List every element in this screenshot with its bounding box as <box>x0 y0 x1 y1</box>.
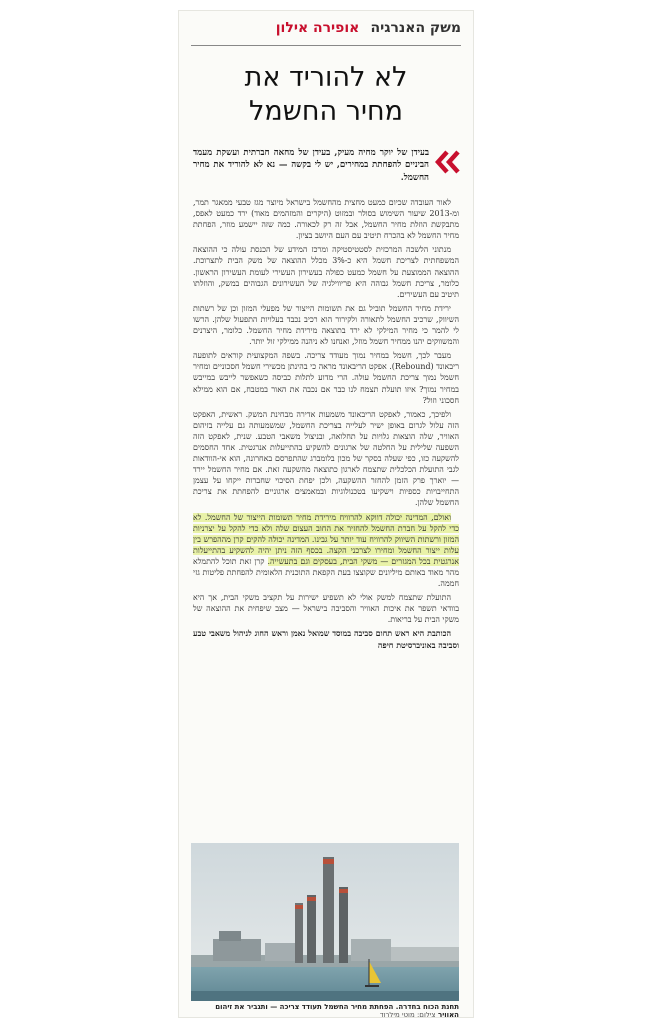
newspaper-clipping <box>178 10 474 1018</box>
body-paragraph: מעבר לכך, חשמל במחיר נמוך מעודד צריכה. בשפה המקצועית קוראים לתופעה ריבאונד (Rebound). אפקט הריבאונד מראה כי בהינתן מכשירי חשמל חסכוניים ומחיר חשמל נמוך צריכת החשמל עולה. הרי מדוע לתלות כביסה כשאפשר לייבש במייבש במחיר נמוך? איזו תועלת תצמח לנו כבר אם נכבה את האור במטבח, אם הוא ממילא חסכוני וזול? <box>193 351 459 405</box>
closing-paragraph: התועלת שתצמח למשק אולי לא תשפיע ישירות על תקציב משקי הבית, אך היא בוודאי תשפר את איכות האוויר והסביבה בישראל — מצב שיפחית את ההוצאה של משקי הבית על בריאות. <box>193 593 459 625</box>
article-body <box>193 197 459 839</box>
headline-line-2: מחיר החשמל <box>249 96 403 127</box>
section-name: משק האנרגיה <box>370 20 461 36</box>
article-lead: בעידן של יוקר מחיה מעיק, בעידן של מחאה חברתית ועשקת מעמד הביניים להפחתת במחירים, יש לי בקשה — נא לא להוריד את מחיר החשמל. <box>193 148 429 183</box>
highlighted-text: ואולם, המדינה יכולה דווקא להרוויח מירידת מחיר תשומות הייצור של החשמל. לא כדי להקל על חברת החשמל להחזיר את החוב העצום שלה ולא כדי להקל על יצרניות המזון ורשתות השיווק להרוויח עוד יותר על גבינו. המדינה יכולה להקים קרן מההפרש בין עלות ייצור החשמל ומחירו לצרכני הקצה. בכסף הזה ניתן יהיה להשקיע בהתייעלות אנרגטית בכל המגזרים — משקי הבית, בעסקים וגם בתעשייה. <box>193 512 459 566</box>
photo-caption <box>193 1004 459 1018</box>
body-paragraph: מנתוני הלשכה המרכזית לסטטיסטיקה ומרכז המידע של הכנסת עולה כי ההוצאה המשפחתית לצריכת חשמל היא כ-3% מכלל ההוצאה של משק הבית לתצרוכת. ההוצאה הממוצעת על חשמל כמעט כפולה בעשירון העשירי לעומת העשירון הראשון. כלומר, צריכת חשמל גבוהה היא פריווילגיה של העשירונים הגבוהים במשק, והוזלתו תיטיב עם העשירים. <box>193 245 459 299</box>
article-header <box>191 17 461 43</box>
author-signature: הכותבת היא ראש תחום סביבה במוסד שמואל נאמן וראש החוג לניהול משאבי טבע וסביבה באוניברסיטת חיפה <box>193 629 459 650</box>
header-rule <box>191 45 461 46</box>
caption-text: תחנת הכוח בחדרה. הפחתת מחיר החשמל תעודד צריכה — ותגביר את זיהום האוויר <box>215 1004 459 1018</box>
body-paragraph: ירידת מחיר החשמל תוביל גם את תשומות הייצור של מפעלי המזון וכן של רשתות השיווק, שרכיב החשמל לתאורה ולקירור הוא רכיב נכבד בעלויות התפעול שלהן. הרשו לי להמר כי מחיר המילקי לא ירד בתוצאה מירידת מחיר החשמל. כלומר, היצרנים והמשווקים יהנו ממחיר חשמל מוזל, ואנחנו לא ניהנה ממילקי זול יותר. <box>193 303 459 347</box>
photo-credit: צילום: מוטי מילרוד <box>379 1010 436 1018</box>
author-name: אופירה אילון <box>275 20 360 36</box>
power-plant-photo <box>191 843 459 1001</box>
headline-line-1: לא להוריד את <box>244 62 408 93</box>
body-paragraph: ולפיכך, כאמור, לאפקט הריבאונד משמעות אדירה מבחינת המשק. ראשית, האפקט הזה עלול לגרום באופן ישיר לעלייה בצריכת החשמל, שמשמעותה גם עלייה בזיהום האוויר, שלה הוצאות גלויות על תחלואה, ובניצול משאבי הטבע. שנית, לאפקט הזה השפעה שלילית על החלטה של ארגונים להשקיע בהתייעלות אנרגטית. אחד החסמים להשקעה כזו, כפי שעלה בסקר של מכון בלומברג שהתפרסם באחרונה, הוא אי-הוודאות לגבי התועלת הכלכלית שתצמח לארגון כתוצאה מהשקעה זאת. אם מחיר החשמל יירד — יוארך פרק הזמן להחזר ההשקעה, ולכן יפחת הסיכוי שחברות ייקחו על עצמן התחייבויות כספיות וישקיעו בטכנולוגיות ובמאמצים ארגוניים להפחתת את צריכת החשמל שלהן. <box>193 409 459 508</box>
body-paragraph: לאור העובדה שכיום כמעט מחצית מהחשמל בישראל מיוצר מגז טבעי ממאגר תמר, ומ-2013 שיעור השימוש בסולר ובמזוט (היקרים והמזהמים מאוד) ירד כמעט לאפס, מתבקשת הוזלת מחיר החשמל, אבל זה רק לכאורה. כמה שזה יישמע מוזר, הפחתת מחיר החשמל לא בהכרח תיטיב עם העם היושב בציון. <box>193 198 459 241</box>
highlighted-paragraph <box>193 512 459 590</box>
headline <box>189 61 463 129</box>
double-chevron-icon <box>435 149 461 175</box>
highlighted-paragraph-tail: קרן זאת תוכל להתמלא מהר מאוד באותם מיליונים שקוצצו בעת הקפאת התוכנית הלאומית להפחתת פליטות גזי חממה. <box>193 556 459 589</box>
